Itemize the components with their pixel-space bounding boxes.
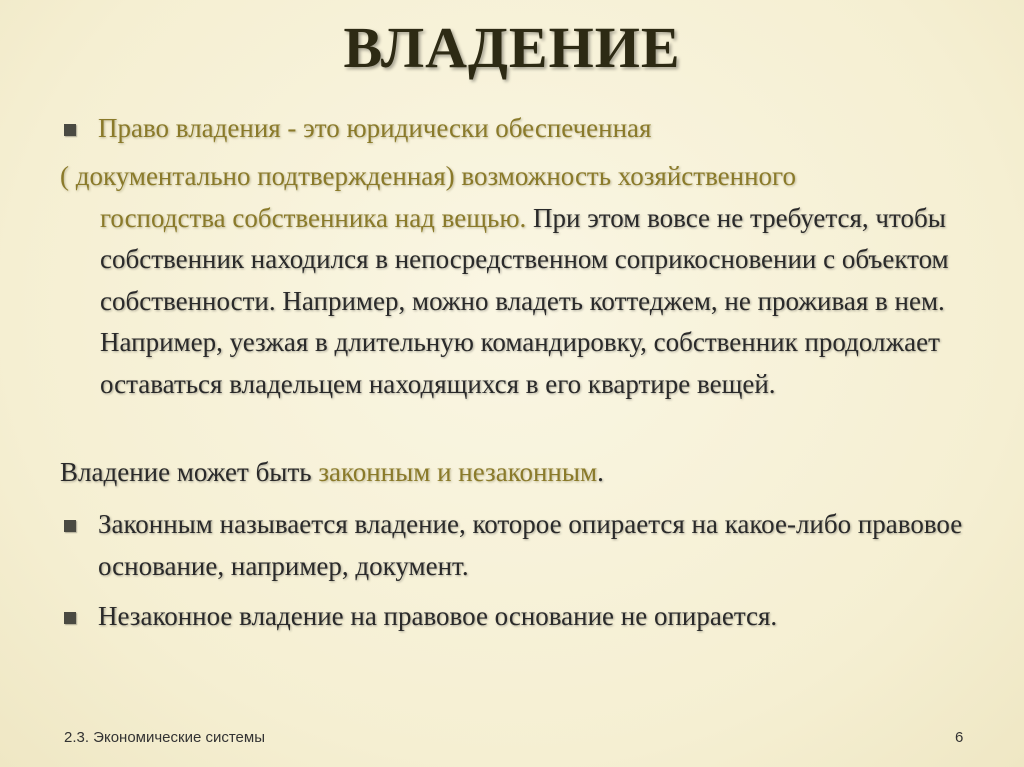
bullet-1-body	[60, 156, 990, 405]
legality-post: .	[597, 457, 604, 487]
definition-line1: Право владения - это юридически обеспеченная	[98, 113, 652, 143]
line3-rest: При этом вовсе не	[526, 202, 744, 233]
slide-title: ВЛАДЕНИЕ	[343, 15, 681, 80]
legality-paragraph	[60, 452, 980, 494]
bullet-square-icon	[64, 520, 76, 532]
definition-line2: ( документально подтвержденная) возможность хозяйственного	[60, 161, 796, 191]
bullet-illegal-text: Незаконное владение на правовое основание не опирается.	[98, 601, 778, 631]
legality-pre: Владение может быть	[60, 457, 319, 487]
legality-gold: законным и незаконным	[318, 457, 598, 487]
page-number: 6	[955, 729, 964, 746]
bullet-1-rest: требуется, чтобы собственник находился в непосредственном соприкосновении с объектом собственности. Например, можно владеть коттеджем, не проживая в нем. Например, уезжая в длительную командировку, собственник продолжает оставаться владельцем находящихся в его квартире вещей.	[100, 202, 949, 399]
bullet-square-icon	[64, 612, 76, 624]
bullet-legal-text: Законным называется владение, которое опирается на какое-либо правовое основание, например, документ.	[98, 509, 963, 581]
footer-section: 2.3. Экономические системы	[64, 729, 265, 746]
bullet-1-continued	[60, 198, 990, 406]
bullet-1-line1	[98, 108, 978, 150]
definition-line3: господства собственника над вещью.	[100, 202, 527, 233]
bullet-square-icon	[64, 124, 76, 136]
